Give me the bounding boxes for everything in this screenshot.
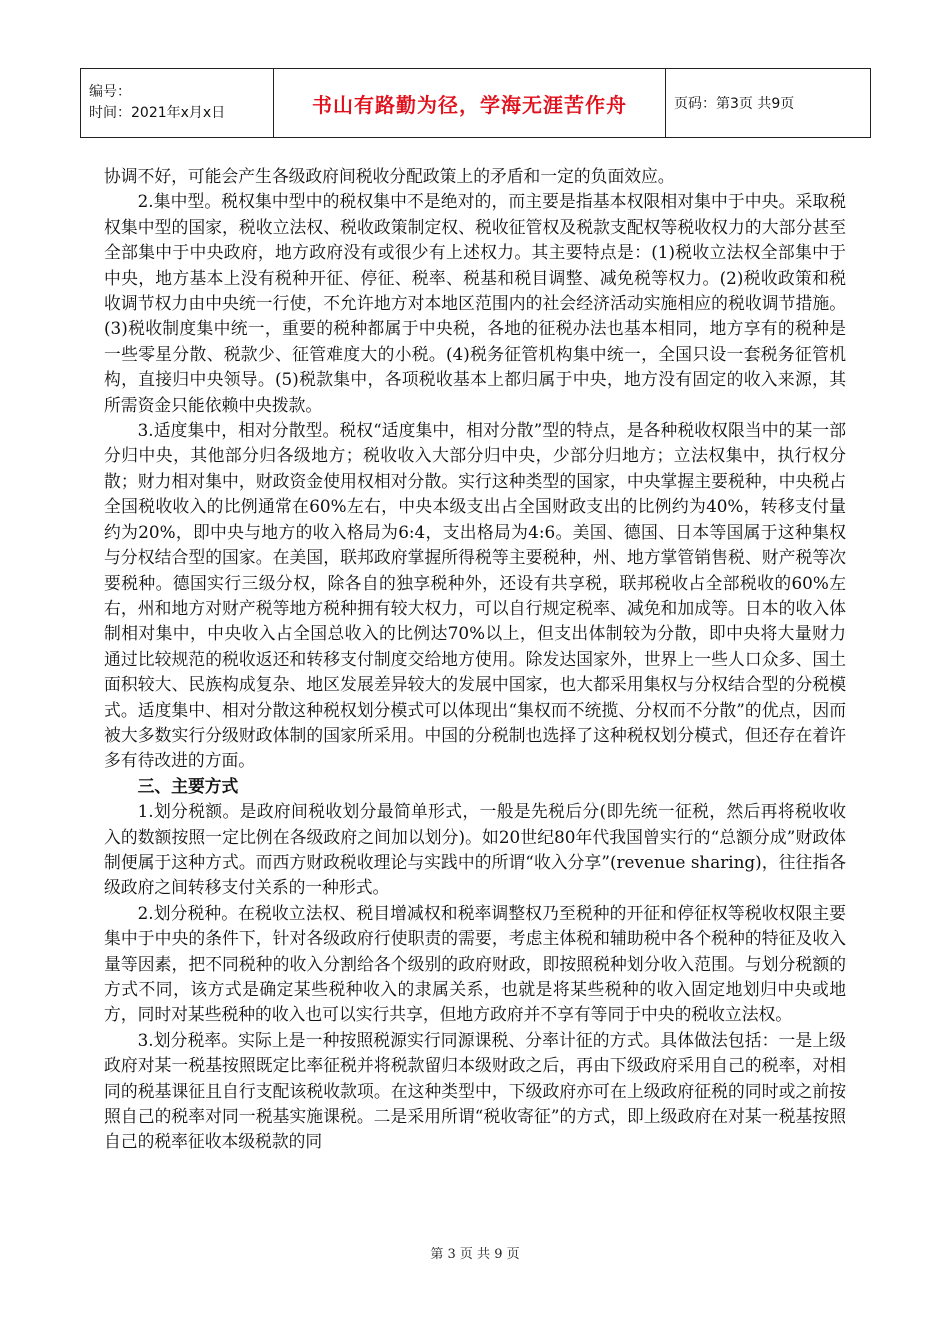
header-page-info: 页码：第3页 共9页 — [666, 69, 871, 138]
header-meta-cell — [81, 69, 274, 138]
paragraph-divide-tax-rate: 3.划分税率。实际上是一种按照税源实行同源课税、分率计征的方式。具体做法包括：一是上级政府对某一税基按照既定比率征税并将税款留归本级财政之后，再由下级政府采用自己的税率，对相同的税基课征且自行支配该税收款项。在这种类型中，下级政府亦可在上级政府征税的同时或之前按照自己的税率对同一税基实施课税。二是采用所谓“税收寄征”的方式，即上级政府在对某一税基按照自己的税率征收本级税款的同 — [104, 1029, 846, 1152]
doc-number-label: 编号： — [89, 84, 131, 100]
paragraph-divide-tax-type: 2.划分税种。在税收立法权、税目增减权和税率调整权乃至税种的开征和停征权等税收权限主要集中于中央的条件下，针对各级政府行使职责的需要，考虑主体税和辅助税中各个税种的特征及收入量等因素，把不同税种的收入分割给各个级别的政府财政，即按照税种划分收入范围。与划分税额的方式不同，该方式是确定某些税种收入的隶属关系，也就是将某些税种的收入固定地划归中央或地方，同时对某些税种的收入也可以实行共享，但地方政府并不享有等同于中央的税收立法权。 — [104, 902, 846, 1025]
paragraph-divide-tax-amount: 1.划分税额。是政府间税收划分最简单形式，一般是先税后分(即先统一征税，然后再将税收收入的数额按照一定比例在各级政府之间加以划分)。如20世纪80年代我国曾实行的“总额分成”财政体制便属于这种方式。而西方财政税收理论与实践中的所谓“收入分享”(revenue sharing)，往往指各级政府之间转移支付关系的一种形式。 — [104, 801, 846, 898]
document-header — [80, 68, 871, 138]
document-body — [104, 164, 846, 1155]
header-motto: 书山有路勤为径，学海无涯苦作舟 — [274, 69, 666, 138]
paragraph-continued: 协调不好，可能会产生各级政府间税收分配政策上的矛盾和一定的负面效应。 — [104, 166, 675, 186]
paragraph-moderate-type: 3.适度集中，相对分散型。税权“适度集中，相对分散”型的特点，是各种税收权限当中的某一部分归中央，其他部分归各级地方；税收收入大部分归中央，少部分归地方；立法权集中，执行权分散；财力相对集中，财政资金使用权相对分散。实行这种类型的国家，中央掌握主要税种，中央税占全国税收收入的比例通常在60%左右，中央本级支出占全国财政支出的比例约为40%，转移支付量约为20%，即中央与地方的收入格局为6:4，支出格局为4:6。美国、德国、日本等国属于这种集权与分权结合型的国家。在美国，联邦政府掌握所得税等主要税种，州、地方掌管销售税、财产税等次要税种。德国实行三级分权，除各自的独享税种外，还设有共享税，联邦税收占全部税收的60%左右，州和地方对财产税等地方税种拥有较大权力，可以自行规定税率、减免和加成等。日本的收入体制相对集中，中央收入占全国总收入的比例达70%以上，但支出体制较为分散，即中央将大量财力通过比较规范的税收返还和转移支付制度交给地方使用。除发达国家外，世界上一些人口众多、国土面积较大、民族构成复杂、地区发展差异较大的发展中国家，也大都采用集权与分权结合型的分税模式。适度集中、相对分散这种税权划分模式可以体现出“集权而不统揽、分权而不分散”的优点，因而被大多数实行分级财政体制的国家所采用。中国的分税制也选择了这种税权划分模式，但还存在着许多有待改进的方面。 — [104, 420, 846, 771]
page-footer: 第 3 页 共 9 页 — [430, 1247, 520, 1262]
doc-time-label: 时间：2021年x月x日 — [89, 105, 226, 121]
paragraph-centralized-type: 2.集中型。税权集中型中的税权集中不是绝对的，而主要是指基本权限相对集中于中央。采取税权集中型的国家，税收立法权、税收政策制定权、税收征管权及税款支配权等税收权力的大部分甚至全部集中于中央政府，地方政府没有或很少有上述权力。其主要特点是：(1)税收立法权全部集中于中央，地方基本上没有税种开征、停征、税率、税基和税目调整、减免税等权力。(2)税收政策和税收调节权力由中央统一行使，不允许地方对本地区范围内的社会经济活动实施相应的税收调节措施。(3)税收制度集中统一，重要的税种都属于中央税，各地的征税办法也基本相同，地方享有的税种是一些零星分散、税款少、征管难度大的小税。(4)税务征管机构集中统一，全国只设一套税务征管机构，直接归中央领导。(5)税款集中，各项税收基本上都归属于中央，地方没有固定的收入来源，其所需资金只能依赖中央拨款。 — [104, 191, 846, 415]
section-heading-main-methods: 三、主要方式 — [137, 775, 239, 796]
